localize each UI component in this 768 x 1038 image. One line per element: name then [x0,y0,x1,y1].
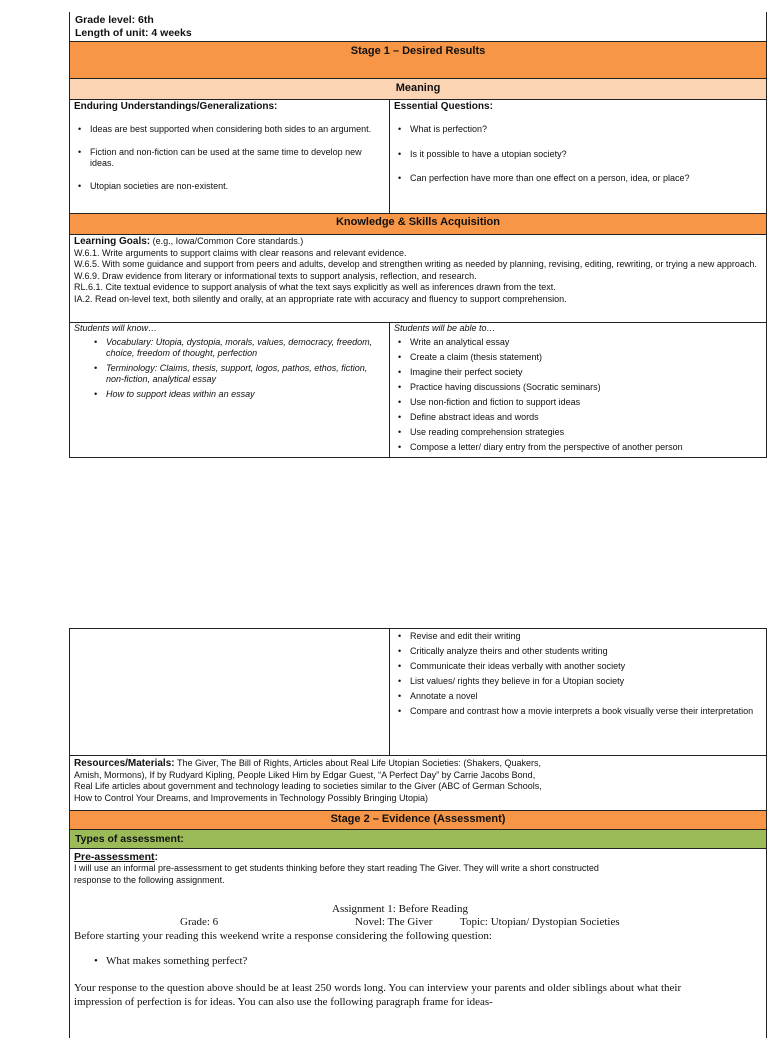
resources-line-1 [74,758,762,770]
list-item: • Fiction and non-fiction can be used at the same time to develop new ideas. [74,147,385,170]
learning-goal: W.6.9. Draw evidence from literary or informational texts to support analysis, reflection, and research. [74,270,477,281]
list-item: • List values/ rights they believe in for a Utopian society [394,676,762,688]
prompt-intro: Before starting your reading this weekend write a response considering the following question: [74,930,492,942]
unit-plan-table-page2 [69,628,767,1024]
essential-list [394,124,762,185]
learning-goal: IA.2. Read on-level text, both silently and orally, at an appropriate rate with accuracy and fluency to support comprehension. [74,293,567,304]
stage2-title: Stage 2 – Evidence (Assessment) [330,813,506,825]
enduring-understandings-cell [69,99,390,214]
list-item: • How to support ideas within an essay [90,389,385,401]
ksa-bar [69,213,767,235]
list-item: • Define abstract ideas and words [394,412,762,424]
know-label: Students will know… [74,323,158,333]
list-item: • Create a claim (thesis statement) [394,352,762,364]
learning-goals-cell [69,234,767,323]
continuation-left-cell [69,628,390,756]
enduring-label: Enduring Understandings/Generalizations: [74,101,278,112]
stage1-bar [69,41,767,79]
essential-label: Essential Questions: [394,101,493,112]
resources-text: The Giver, The Bill of Rights, Articles about Real Life Utopian Societies: (Shakers, Quakers, [176,758,541,768]
resources-line: Real Life articles about government and technology leading to societies similar to the Giver (ABC of German Schools, [74,781,542,792]
ksa-title: Knowledge & Skills Acquisition [335,216,500,228]
list-item: • Communicate their ideas verbally with another society [394,661,762,673]
list-item: • Terminology: Claims, thesis, support, logos, pathos, ethos, fiction, non-fiction, analytical essay [90,363,385,386]
list-item: • Can perfection have more than one effect on a person, idea, or place? [394,173,762,185]
list-item: • Use non-fiction and fiction to support ideas [394,397,762,409]
able-label: Students will be able to… [394,323,496,333]
resources-line: Amish, Mormons), If by Rudyard Kipling, People Liked Him by Edgar Guest, “A Perfect Day” by Carrie Jacobs Bond, [74,769,536,780]
list-item: • Practice having discussions (Socratic seminars) [394,382,762,394]
list-item: • Is it possible to have a utopian society? [394,149,762,161]
pre-assessment-label: Pre-assessment: [74,851,159,863]
essential-questions-cell [389,99,767,214]
prompt-text: impression of perfection is for ideas. You can also use the following paragraph frame for ideas- [74,996,493,1008]
list-item: • Use reading comprehension strategies [394,427,762,439]
list-item: • Ideas are best supported when considering both sides to an argument. [74,124,385,136]
learning-goals-label: Learning Goals: [74,236,151,247]
grade-level: Grade level: 6th [75,14,154,26]
resources-line: How to Control Your Dreams, and Improvements in Technology Possibly Bringing Utopia) [74,792,429,803]
learning-goals-heading [74,236,762,248]
prompt-text: Your response to the question above should be at least 250 words long. You can interview your parents and older siblings about what their [74,982,682,994]
unit-header-cell [69,12,767,42]
stage1-title: Stage 1 – Desired Results [350,45,486,57]
stage2-bar [69,810,767,830]
enduring-list [74,124,385,192]
students-able-to-cell [389,322,767,458]
learning-goals-note: (e.g., Iowa/Common Core standards.) [152,236,304,246]
list-item: • Critically analyze theirs and other students writing [394,646,762,658]
list-item: • Write an analytical essay [394,337,762,349]
assignment-grade: Grade: 6 [180,916,219,928]
learning-goal: RL.6.1. Cite textual evidence to support analysis of what the text says explicitly as well as inferences drawn from the text. [74,282,556,293]
assessment-types-label: Types of assessment: [75,833,184,845]
list-item: • Compare and contrast how a movie interprets a book visually verse their interpretation [394,706,762,718]
assignment-novel: Novel: The Giver [355,916,433,928]
unit-length: Length of unit: 4 weeks [75,27,192,39]
list-item: • Vocabulary: Utopia, dystopia, morals, values, democracy, freedom, choice, freedom of thought, perfection [90,337,385,360]
list-item: • Annotate a novel [394,691,762,703]
unit-plan-table-page1 [69,12,767,458]
list-item: • Compose a letter/ diary entry from the perspective of another person [394,442,762,454]
assessment-types-bar [69,829,767,849]
able-list [394,337,762,454]
list-item: • Imagine their perfect society [394,367,762,379]
list-item: • Revise and edit their writing [394,631,762,643]
resources-label: Resources/Materials: [74,758,175,769]
meaning-title: Meaning [395,82,441,94]
resources-cell [69,755,767,811]
continuation-able-cell [389,628,767,756]
assignment-topic: Topic: Utopian/ Dystopian Societies [460,916,620,928]
know-list [90,337,385,401]
pre-assessment-cell [69,848,767,1038]
list-item: • What is perfection? [394,124,762,136]
students-will-know-cell [69,322,390,458]
pre-assessment-text: I will use an informal pre-assessment to get students thinking before they start reading The Giver. They will write a short constructed [74,863,599,873]
prompt-question: • What makes something perfect? [90,955,247,967]
prompt-question-list [90,955,247,967]
able-list-continued [394,631,762,718]
learning-goal: W.6.5. With some guidance and support from peers and adults, develop and strengthen writing as needed by planning, revising, editing, rewriting, or trying a new approach. [74,259,757,270]
pre-assessment-text: response to the following assignment. [74,874,225,885]
learning-goal: W.6.1. Write arguments to support claims with clear reasons and relevant evidence. [74,247,407,258]
assignment-title: Assignment 1: Before Reading [332,903,468,915]
meaning-bar [69,78,767,100]
list-item: • Utopian societies are non-existent. [74,181,385,193]
